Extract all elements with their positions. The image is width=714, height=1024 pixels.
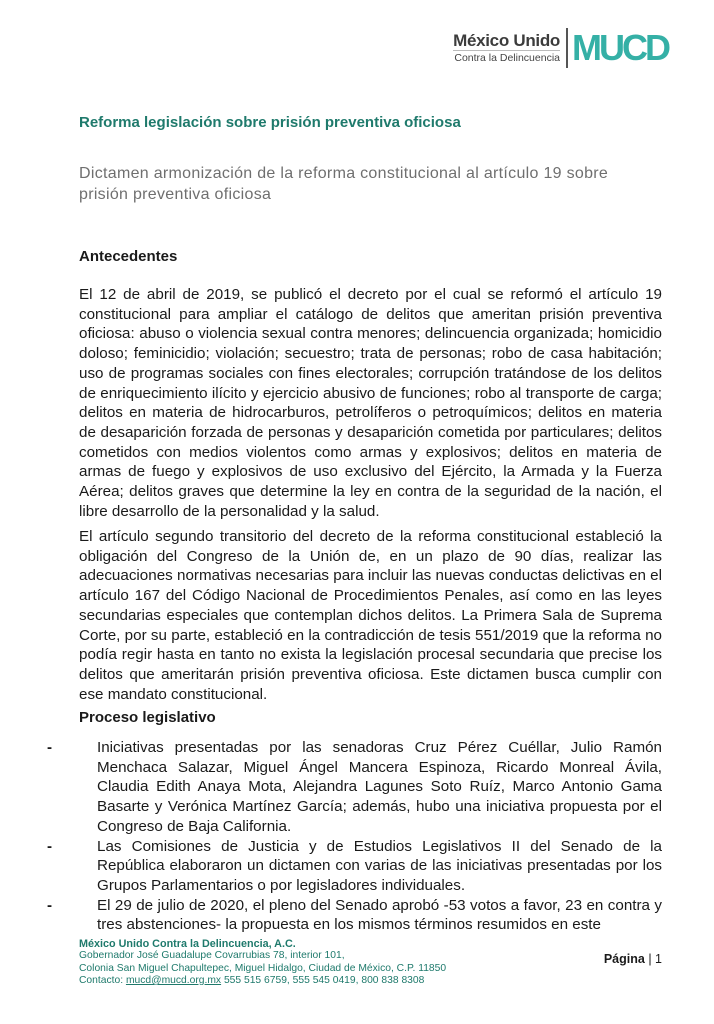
list-item bbox=[47, 837, 662, 896]
logo-mark bbox=[566, 28, 668, 68]
footer-contact bbox=[79, 975, 446, 987]
footer-address-line-2: Colonia San Miguel Chapultepec, Miguel Hidalgo, Ciudad de México, C.P. 11850 bbox=[79, 962, 447, 974]
bullet-dash: - bbox=[47, 739, 53, 756]
list-item bbox=[47, 738, 662, 837]
footer-phones: 555 515 6759, 555 545 0419, 800 838 8308 bbox=[221, 974, 425, 986]
organization-logo bbox=[453, 28, 668, 68]
document-subtitle: Dictamen armonización de la reforma constitucional al artículo 19 sobre prisión preventiva oficiosa bbox=[79, 165, 609, 203]
list-item-text: El 29 de julio de 2020, el pleno del Senado aprobó -53 votos a favor, 23 en contra y tres abstenciones- la propuesta en los mismos términos resumidos en este bbox=[97, 896, 662, 934]
logo-text bbox=[453, 32, 560, 64]
logo-mark-letters: MUCD bbox=[572, 27, 668, 68]
page-number-value: 1 bbox=[655, 952, 662, 966]
bullet-dash: - bbox=[47, 837, 53, 855]
page-number bbox=[604, 952, 662, 966]
list-item bbox=[47, 896, 662, 935]
footer-contact-label: Contacto: bbox=[79, 974, 126, 986]
logo-subtitle: Contra la Delincuencia bbox=[454, 52, 561, 64]
page-label: Página bbox=[603, 952, 645, 966]
list-item-text: Iniciativas presentadas por las senadoras Cruz Pérez Cuéllar, Julio Ramón Menchaca Salazar, Miguel Ángel Mancera Espinoza, Ricardo Monreal Ávila, Claudia Edith Anaya Mota, Alejandra Lagunes Soto Ruíz, Marco Antonio Gama Basarte y Verónica Martínez García; además, hubo una iniciativa propuesta por el Congreso de Baja California. bbox=[97, 739, 662, 835]
paragraph-antecedentes-2: El artículo segundo transitorio del decreto de la reforma constitucional estableció la obligación del Congreso de la Unión de, en un plazo de 90 días, realizar las adecuaciones normativas necesarias para incluir las nuevas conductas delictivas en el artículo 167 del Código Nacional de Procedimientos Penales, así como en las leyes secundarias especiales que contemplan dichos delitos. La Primera Sala de Suprema Corte, por su parte, estableció en la contradicción de tesis 551/2019 que la reforma no podía regir hasta en tanto no exista la legislación procesal secundaria que precise los delitos que ameritarán prisión preventiva oficiosa. Este dictamen busca cumplir con ese mandato constitucional. bbox=[79, 528, 662, 703]
section-heading-antecedentes: Antecedentes bbox=[79, 248, 178, 265]
footer-organization: México Unido Contra la Delincuencia, A.C. bbox=[79, 938, 296, 950]
footer-address-line-1: Gobernador José Guadalupe Covarrubias 78, interior 101, bbox=[79, 950, 345, 962]
footer-email-link[interactable]: mucd@mucd.org.mx bbox=[125, 974, 222, 986]
section-heading-proceso: Proceso legislativo bbox=[79, 709, 216, 726]
paragraph-antecedentes-1: El 12 de abril de 2019, se publicó el decreto por el cual se reformó el artículo 19 constitucional para ampliar el catálogo de delitos que ameritan prisión preventiva oficiosa: abuso o violencia sexual contra menores; delincuencia organizada; homicidio doloso; feminicidio; violación; secuestro; trata de personas; robo de casa habitación; uso de programas sociales con fines electorales; corrupción tratándose de los delitos de enriquecimiento ilícito y ejercicio abusivo de funciones; robo al transporte de carga; delitos en materia de hidrocarburos, petrolíferos o petroquímicos; delitos en materia de desaparición forzada de personas y desaparición cometida por particulares; delitos cometidos con medios violentos como armas y explosivos; delitos en materia de armas de fuego y explosivos de uso exclusivo del Ejército, la Armada y la Fuerza Aérea; delitos graves que determine la ley en contra de la seguridad de la nación, el libre desarrollo de la personalidad y la salud. bbox=[79, 286, 662, 520]
page-separator: | bbox=[644, 952, 656, 966]
logo-name: México Unido bbox=[453, 31, 561, 50]
proceso-list bbox=[47, 738, 662, 935]
page-footer bbox=[79, 938, 446, 987]
document-title: Reforma legislación sobre prisión preventiva oficiosa bbox=[79, 114, 461, 131]
list-item-text: Las Comisiones de Justicia y de Estudios Legislativos II del Senado de la República elaboraron un dictamen con varias de las iniciativas presentadas por los Grupos Parlamentarios o por legisladores individuales. bbox=[97, 837, 662, 894]
bullet-dash: - bbox=[47, 896, 53, 914]
